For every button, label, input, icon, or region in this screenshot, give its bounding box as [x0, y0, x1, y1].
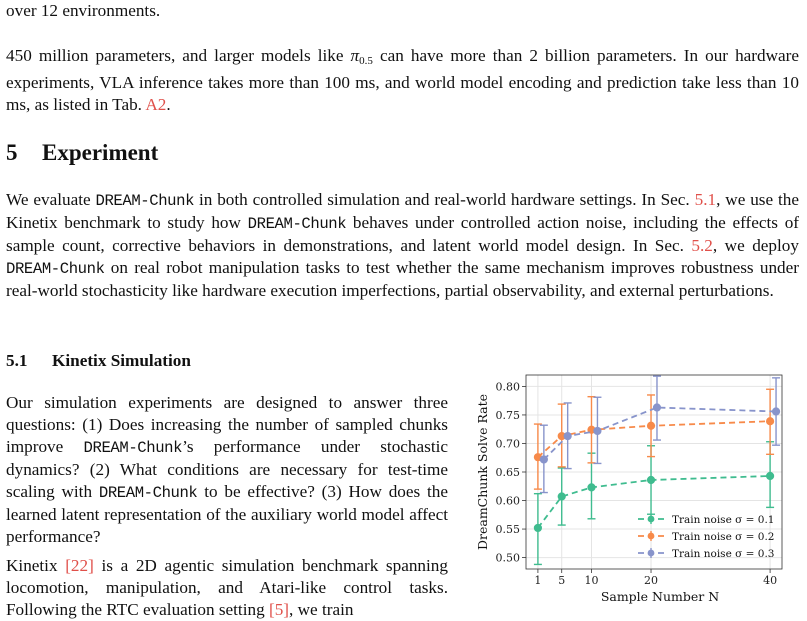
x-tick-label: 20 — [644, 574, 659, 587]
paragraph-experiment-overview — [6, 189, 799, 302]
solve-rate-chart — [470, 370, 790, 610]
text-run: our hardware experiments, VLA inference takes more than 100 ms, and world model encoding and — [6, 46, 800, 92]
y-tick-label: 0.60 — [495, 494, 520, 508]
x-tick-label: 1 — [534, 574, 542, 587]
x-tick-label: 10 — [584, 574, 599, 587]
text-run: Kinetix — [6, 556, 66, 575]
legend-label: Train noise σ = 0.3 — [672, 548, 775, 560]
legend-marker — [648, 550, 655, 557]
section-heading — [6, 140, 158, 166]
pi-symbol: π — [350, 46, 360, 65]
y-tick-label: 0.70 — [495, 437, 520, 451]
text-run: We evaluate — [6, 190, 96, 209]
method-name: DREAM-Chunk — [83, 439, 183, 457]
x-axis-label: Sample Number N — [600, 589, 720, 604]
legend-label: Train noise σ = 0.1 — [672, 514, 775, 526]
y-tick-label: 0.80 — [495, 380, 520, 394]
text-run: Our simulation experiments are designed to answer three questions: (1) Does increasing the number of sampled chunks improve — [6, 393, 448, 456]
method-name: DREAM-Chunk — [247, 215, 347, 233]
paragraph-model-sizes — [6, 45, 799, 116]
citation-link[interactable]: [22] — [65, 556, 94, 575]
paragraph-research-questions — [6, 392, 448, 548]
data-point — [558, 493, 565, 500]
data-point — [647, 422, 654, 429]
x-tick-label: 5 — [558, 574, 566, 587]
table-reference-link[interactable]: A2 — [145, 95, 167, 114]
y-tick-label: 0.75 — [495, 408, 520, 422]
text-run: ’s performance under stochastic dynamics? (2) What conditions are necessary for test-time scaling with — [6, 437, 449, 501]
method-name: DREAM-Chunk — [98, 484, 198, 502]
subsection-title: Kinetix Simulation — [52, 351, 191, 370]
section-number: 5 — [6, 140, 18, 165]
section-reference-link[interactable]: 5.2 — [691, 236, 713, 255]
text-run: . — [166, 95, 171, 114]
method-name: DREAM-Chunk — [95, 192, 195, 210]
data-point — [647, 476, 654, 483]
text-run: is a 2D agentic simulation benchmark spanning locomotion, manipulation, and Atari-like control tasks. Following the RTC evaluation setting — [6, 556, 448, 619]
text-run: 450 million parameters, and larger models like — [6, 46, 351, 65]
section-reference-link[interactable]: 5.1 — [694, 190, 717, 209]
data-point — [594, 427, 601, 434]
text-run: on real robot manipulation tasks to test whether the same mechanism improves robustness under real-world stochasticity like hardware execution imperfections, partial observability, and external perturbations. — [6, 258, 799, 300]
data-point — [588, 484, 595, 491]
data-point — [534, 524, 541, 531]
y-tick-label: 0.50 — [495, 551, 520, 565]
data-point — [772, 408, 779, 415]
y-axis-label: DreamChunk Solve Rate — [475, 393, 490, 551]
data-point — [540, 456, 547, 463]
section-title: Experiment — [42, 140, 159, 165]
text-run: , we use the Kinetix benchmark to study how — [6, 190, 800, 232]
previous-paragraph-fragment: over 12 environments. — [6, 1, 161, 20]
y-tick-label: 0.55 — [495, 523, 520, 537]
subsection-number: 5.1 — [6, 351, 28, 370]
text-run: behaves under controlled action noise, including the effects of sample count, corrective behaviors in demonstrations, and latent world model design. In Sec. — [6, 213, 800, 255]
data-point — [564, 432, 571, 439]
data-point — [766, 418, 773, 425]
data-point — [766, 472, 773, 479]
text-run: in both controlled simulation and real-world hardware settings. In Sec. — [194, 190, 695, 209]
method-name: DREAM-Chunk — [6, 260, 105, 278]
text-run: prediction take less than 10 ms, as listed in Tab. — [6, 73, 799, 114]
y-tick-label: 0.65 — [495, 466, 520, 479]
data-point — [653, 404, 660, 411]
text-run: , we train — [289, 600, 354, 619]
paragraph-kinetix — [6, 555, 448, 621]
legend-marker — [648, 516, 655, 523]
text-run: , we deploy — [712, 236, 799, 255]
x-tick-label: 40 — [763, 574, 778, 587]
citation-link[interactable]: [5] — [268, 600, 290, 619]
subsection-heading — [6, 351, 191, 371]
text-run: to be effective? (3) How does the learned latent representation of the auxiliary world model affect performance? — [6, 482, 448, 546]
legend-label: Train noise σ = 0.2 — [672, 531, 775, 543]
legend-marker — [648, 533, 655, 540]
text-run: can have more than 2 billion parameters. In — [372, 46, 699, 65]
pi-subscript: 0.5 — [359, 55, 373, 67]
